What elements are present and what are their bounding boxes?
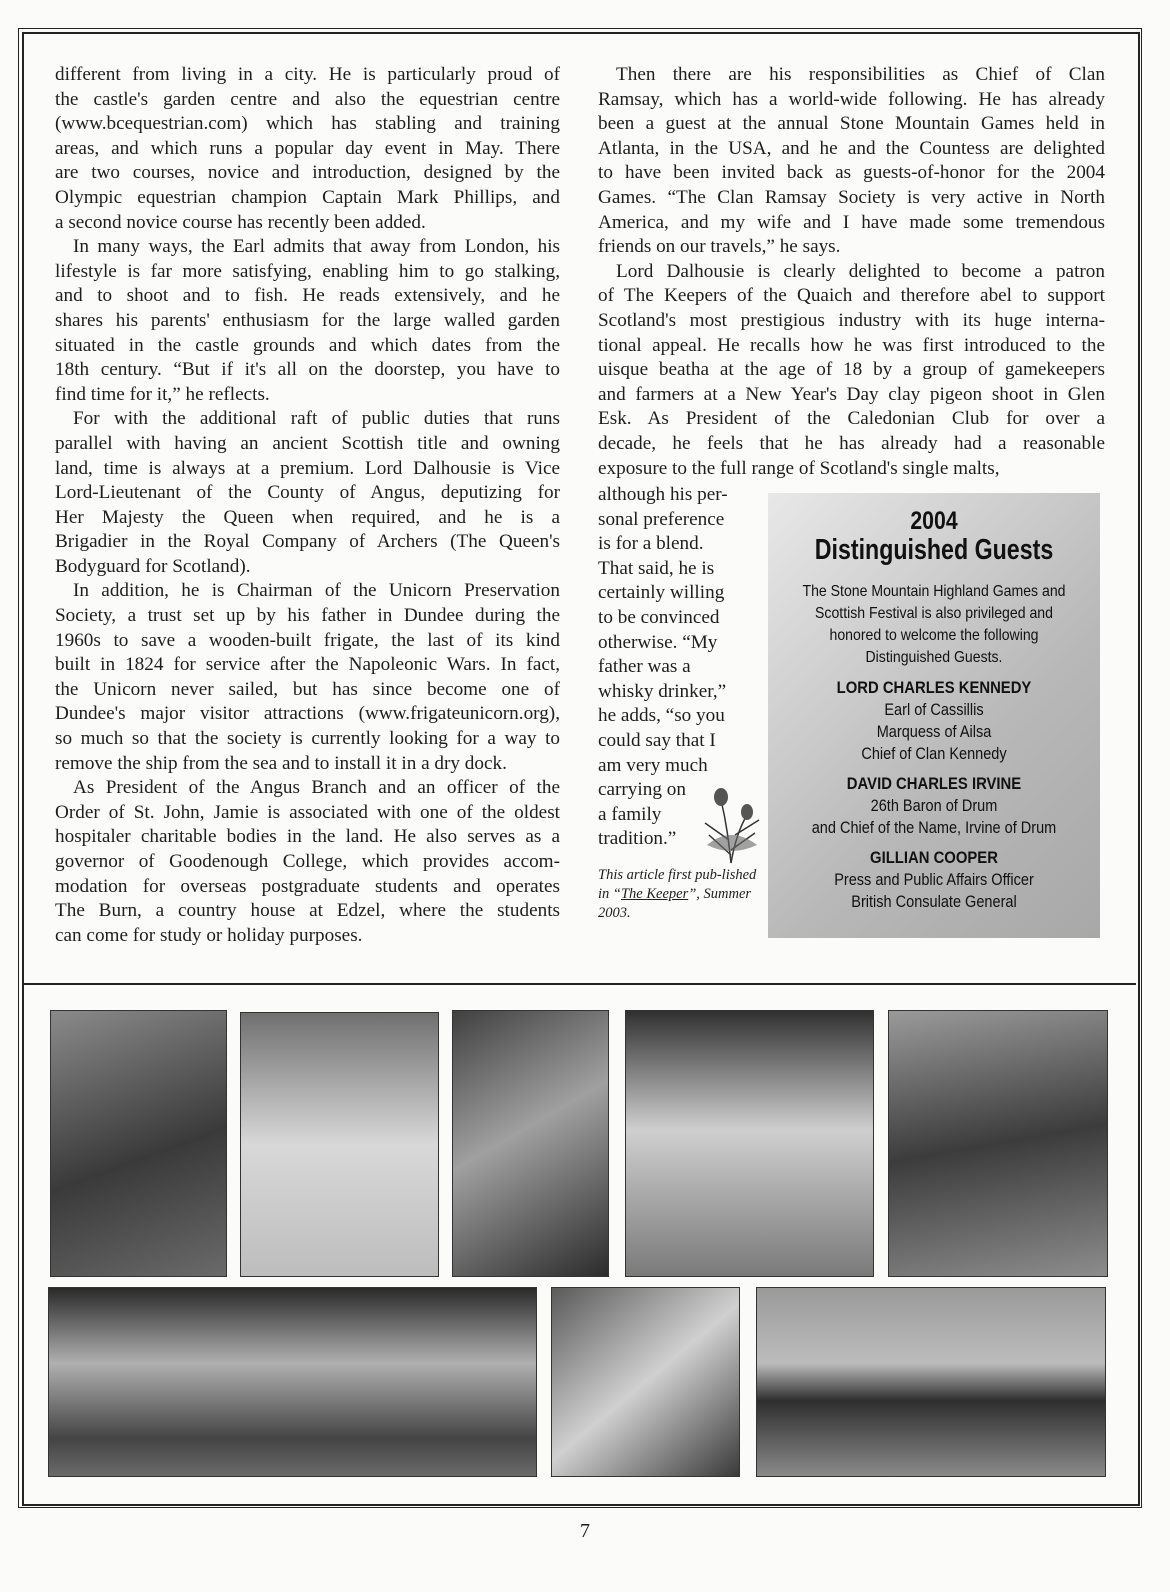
text-line: Esk. As President of the Caledonian Club for over a (598, 408, 1105, 430)
text-line: modation for overseas postgraduate students and operates (55, 875, 560, 897)
text-line: uisque beatha at the age of 18 by a group of gamekeepers (598, 359, 1105, 381)
text-line: As President of the Angus Branch and an officer of the (73, 777, 560, 799)
text-line: friends on our travels,” he says. (598, 236, 841, 258)
caption-text: This article first pub-lished in “ (598, 867, 757, 902)
text-line: and farmers at a New Year's Day clay pigeon shoot in Glen (598, 383, 1105, 405)
guest-entry (768, 847, 1100, 913)
text-line: he adds, “so you (598, 705, 725, 727)
photo-bearded-man (240, 1012, 439, 1277)
text-line: certainly willing (598, 582, 725, 604)
photo-pipers (888, 1010, 1108, 1277)
text-line: shares his parents' enthusiasm for the large walled garden (55, 309, 560, 331)
photo-hawk (452, 1010, 609, 1277)
text-line: Then there are his responsibilities as Chief of Clan (616, 64, 1105, 85)
distinguished-guests-sidebar (768, 493, 1100, 938)
text-line: situated in the castle grounds and which dates from the (55, 334, 560, 356)
text-line: For with the additional raft of public duties that runs (73, 408, 560, 430)
text-line: a family (598, 803, 662, 825)
text-line: Brigadier in the Royal Company of Archers (The Queen's (55, 531, 560, 553)
text-line: to be convinced (598, 606, 720, 628)
text-line: 1960s to save a wooden-built frigate, the last of its kind (55, 629, 560, 651)
text-line: otherwise. “My (598, 631, 718, 653)
text-line: decade, he feels that he has already had a reasonable (598, 432, 1105, 454)
photo-dog-herding-ducks (756, 1287, 1106, 1477)
text-line: In many ways, the Earl admits that away from London, his (73, 236, 560, 258)
sidebar-year: 2004 (910, 507, 958, 535)
text-line: parallel with having an ancient Scottish title and owning (55, 432, 560, 454)
text-line: could say that I (598, 729, 716, 751)
sidebar-intro: The Stone Mountain Highland Games and Scottish Festival is also privileged and honored to welcome the following Distinguished Guests. (802, 583, 1066, 666)
photo-couple-in-tartan (625, 1010, 874, 1277)
guest-name: GILLIAN COOPER (870, 849, 998, 867)
text-line: a second novice course has recently been added. (55, 211, 426, 233)
guest-title: Press and Public Affairs Officer (834, 871, 1034, 889)
article-source-note (598, 866, 758, 923)
text-line: (www.bcequestrian.com) which has stabling and training (55, 113, 560, 135)
text-line: Atlanta, in the USA, and he and the Countess are delighted (598, 137, 1105, 159)
text-line: the castle's garden centre and also the equestrian centre (55, 88, 560, 110)
text-line: Society, a trust set up by his father in Dundee during the (55, 605, 560, 627)
guest-name: LORD CHARLES KENNEDY (836, 679, 1032, 697)
text-line: land, time is always at a premium. Lord Dalhousie is Vice (55, 457, 560, 479)
guest-title: British Consulate General (851, 893, 1017, 911)
guest-name: DAVID CHARLES IRVINE (846, 775, 1022, 793)
text-line: Games. “The Clan Ramsay Society is very active in North (598, 186, 1105, 208)
text-line: different from living in a city. He is particularly proud of (55, 64, 560, 85)
text-line: the Unicorn never sailed, but has since become one of (55, 678, 560, 700)
text-line: America, and my wife and I have made some tremendous (598, 211, 1105, 233)
guest-title: Marquess of Ailsa (876, 723, 992, 741)
text-line: areas, and which runs a popular day event in May. There (55, 137, 560, 159)
text-line: Dundee's major visitor attractions (www.frigateunicorn.org), (55, 703, 560, 725)
guest-title: Earl of Cassillis (884, 701, 984, 719)
text-line: Ramsay, which has a world-wide following. He has already (598, 88, 1105, 110)
text-line: tional appeal. He recalls how he was first introduced to the (598, 334, 1105, 356)
text-line: Her Majesty the Queen when required, and he is a (55, 506, 560, 528)
text-line: carrying on (598, 779, 686, 801)
caption-text-end: ”, Summer 2003. (598, 886, 752, 921)
text-line: been a guest at the annual Stone Mountain Games held in (598, 113, 1105, 135)
section-divider (24, 983, 1136, 985)
right-article-column (598, 63, 1105, 481)
sidebar-title: Distinguished Guests (814, 534, 1054, 566)
guest-title: and Chief of the Name, Irvine of Drum (811, 819, 1057, 837)
text-line: In addition, he is Chairman of the Unicorn Preservation (73, 580, 560, 602)
guest-title: Chief of Clan Kennedy (861, 745, 1007, 763)
photo-old-man-with-pipe (551, 1287, 740, 1477)
text-line: exposure to the full range of Scotland's single malts, (598, 457, 1000, 479)
text-line: is for a blend. (598, 533, 704, 555)
text-line: Lord-Lieutenant of the County of Angus, deputizing for (55, 482, 560, 504)
text-line: 18th century. “But if it's all on the doorstep, you have to (55, 359, 560, 381)
page-number: 7 (580, 1520, 590, 1542)
photo-children-running (48, 1287, 537, 1477)
text-line: hospitaler charitable bodies in the land. He also serves as a (55, 826, 560, 848)
text-line: of The Keepers of the Quaich and therefore abel to support (598, 285, 1105, 307)
text-line: tradition.” (598, 828, 677, 850)
thistle-illustration-icon (697, 785, 765, 865)
text-line: can come for study or holiday purposes. (55, 924, 363, 946)
text-line: Olympic equestrian champion Captain Mark Phillips, and (55, 186, 560, 208)
text-line: although his per- (598, 484, 728, 505)
text-line: are two courses, novice and introduction, designed by the (55, 162, 560, 184)
guest-title: 26th Baron of Drum (870, 797, 998, 815)
photo-officer-in-uniform (50, 1010, 227, 1277)
text-line: sonal preference (598, 508, 725, 530)
guest-entry (768, 677, 1100, 765)
text-line: Order of St. John, Jamie is associated with one of the oldest (55, 801, 560, 823)
left-article-column (55, 63, 560, 948)
guest-list (768, 677, 1100, 913)
text-line: That said, he is (598, 557, 715, 579)
text-line: built in 1824 for service after the Napoleonic Wars. In fact, (55, 654, 560, 676)
text-line: Bodyguard for Scotland). (55, 555, 251, 577)
text-line: lifestyle is far more satisfying, enabling him to go stalking, (55, 260, 560, 282)
text-line: to have been invited back as guests-of-honor for the 2004 (598, 162, 1105, 184)
text-line: remove the ship from the sea and to install it in a dry dock. (55, 752, 507, 774)
text-line: Scotland's most prestigious industry with its huge interna- (598, 309, 1105, 331)
text-line: The Burn, a country house at Edzel, where the students (55, 900, 560, 922)
text-line: father was a (598, 656, 691, 678)
text-line: so much so that the society is currently looking for a way to (55, 728, 560, 750)
text-line: whisky drinker,” (598, 680, 727, 702)
text-line: governor of Goodenough College, which provides accom- (55, 851, 560, 872)
publication-title: The Keeper (620, 886, 689, 902)
text-line: find time for it,” he reflects. (55, 383, 270, 405)
text-line: and to shoot and to fish. He reads extensively, and he (55, 285, 560, 307)
guest-entry (768, 773, 1100, 839)
text-line: am very much (598, 754, 708, 776)
text-line: Lord Dalhousie is clearly delighted to become a patron (616, 260, 1105, 282)
